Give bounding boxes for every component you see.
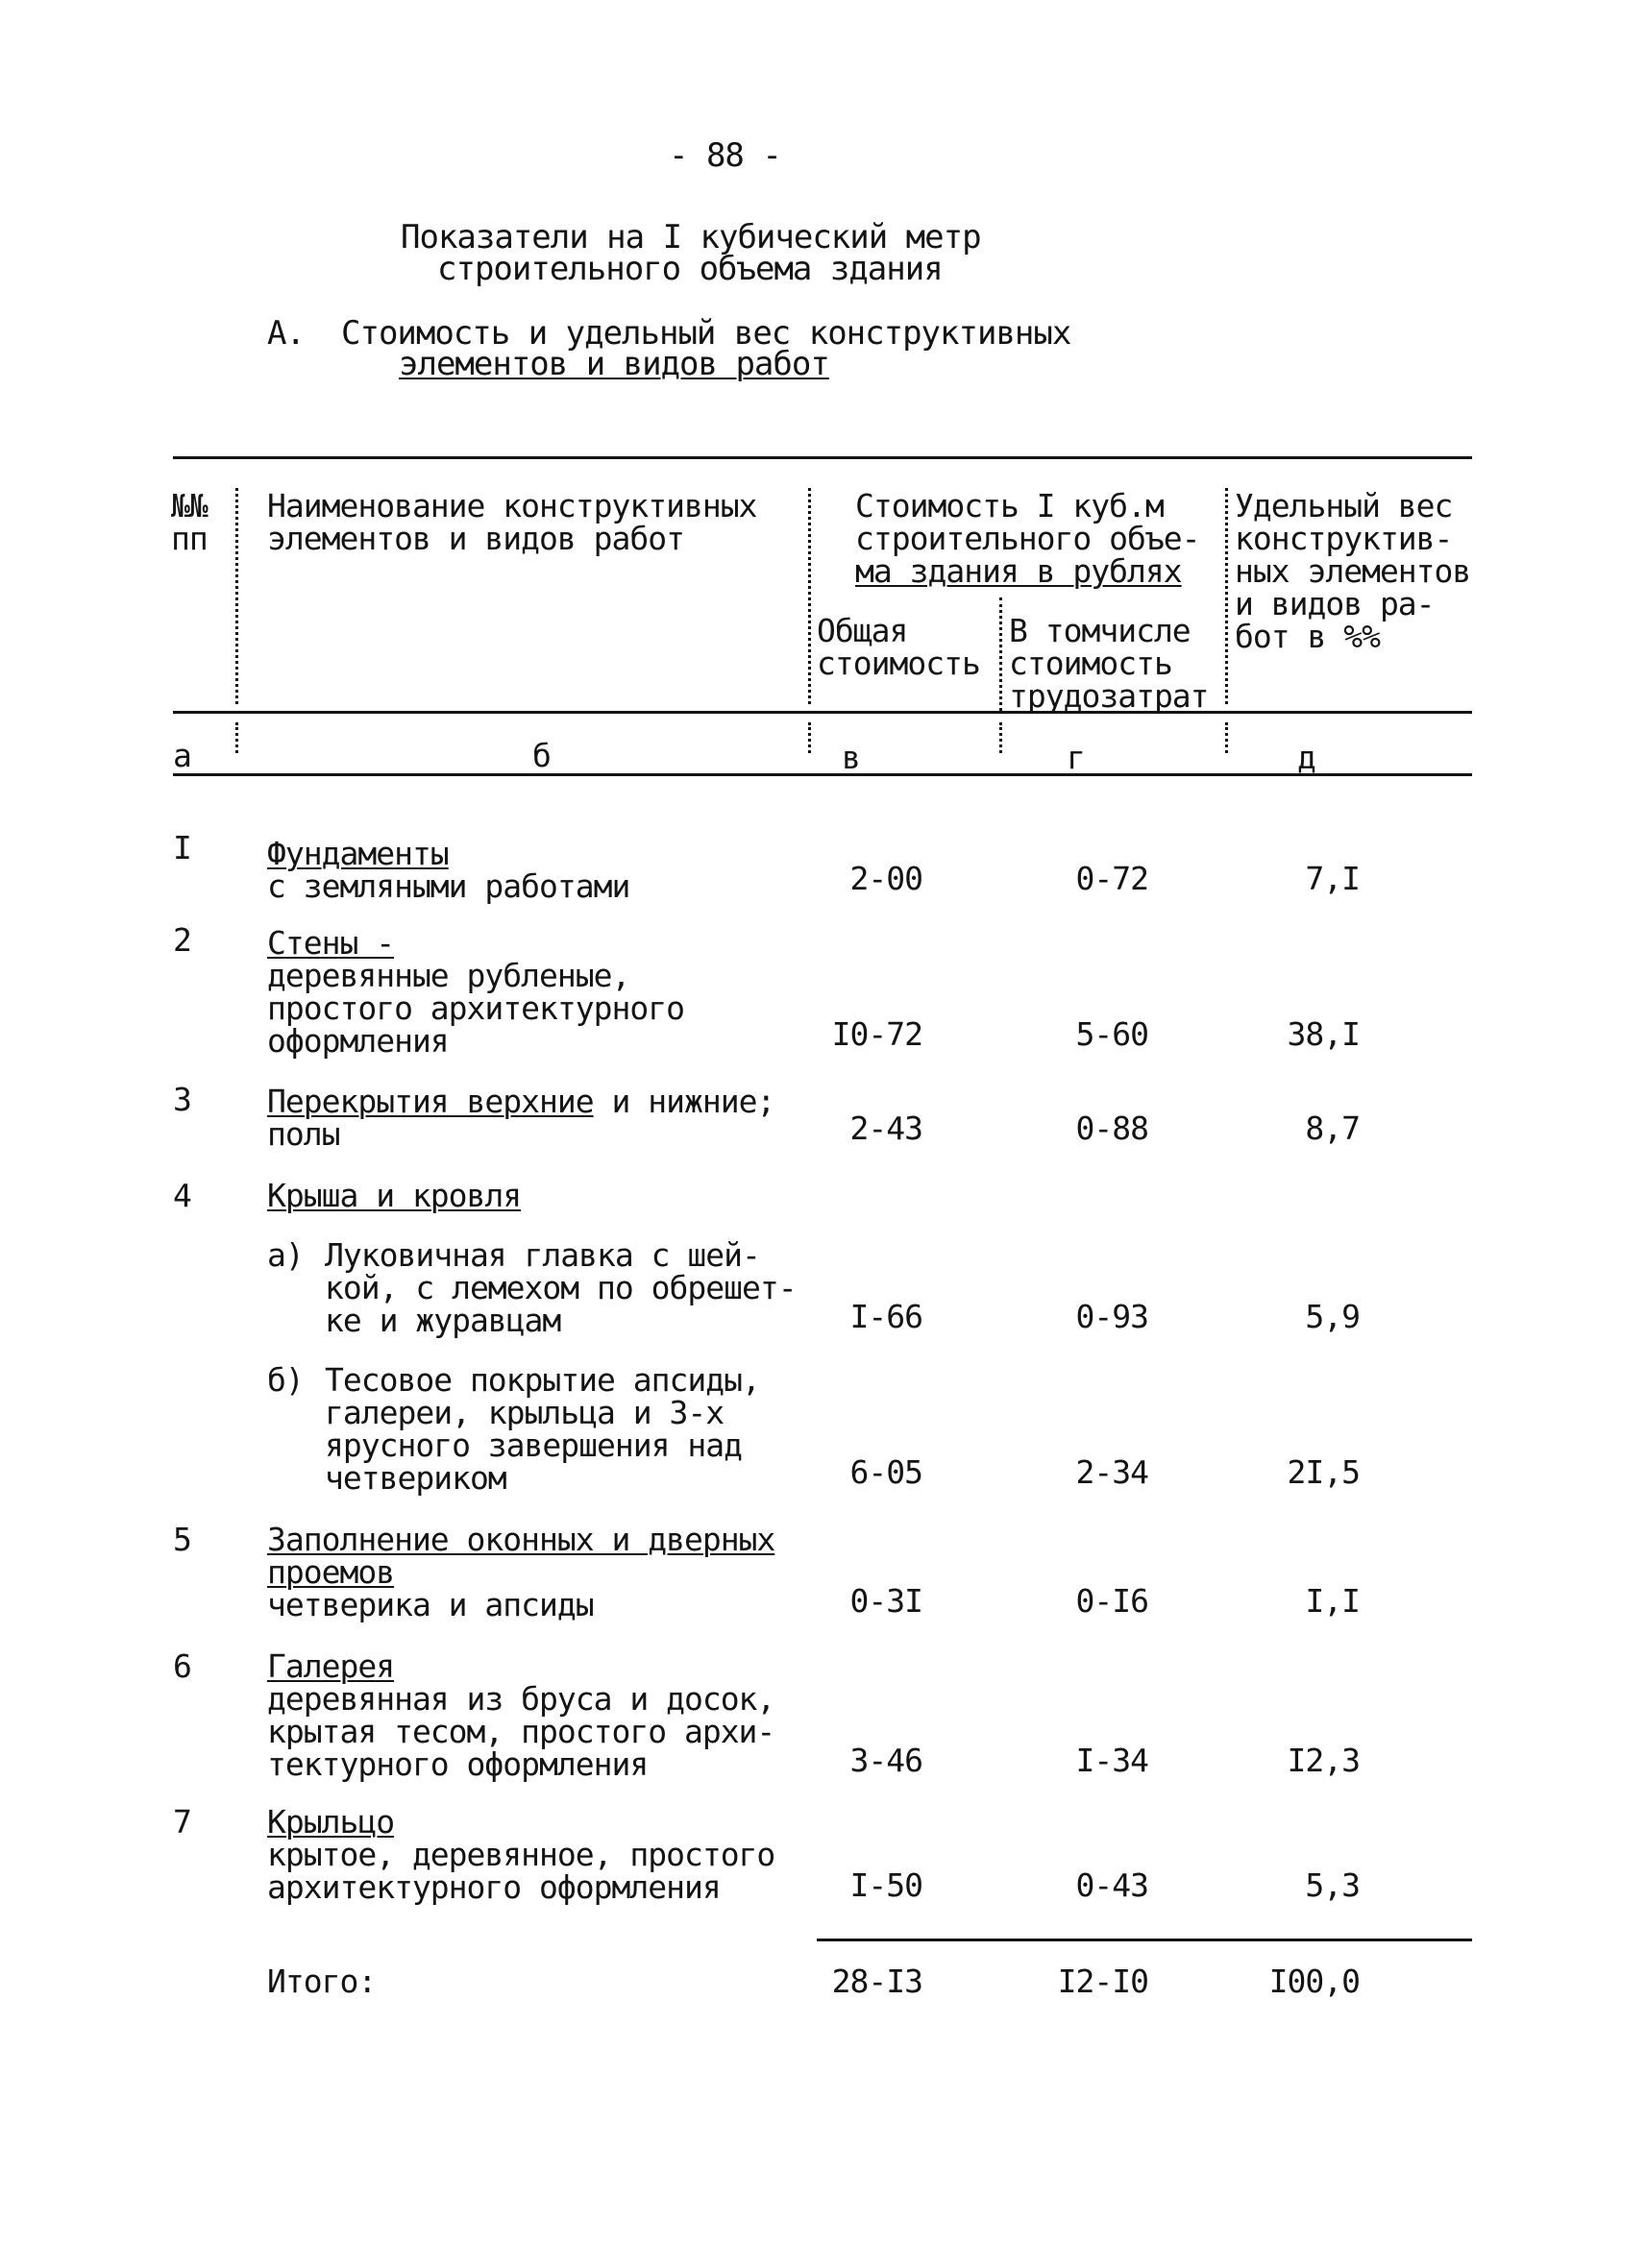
row-5-labor-cost: 0-I6 [1075,1582,1148,1620]
row-1-name: Фундаменты с земляными работами [267,835,630,905]
total-share: I00,0 [1268,1963,1360,2000]
row-4a-name: Луковичная главка с шей- кой, с лемехом по обрешет- ке и журавцам [325,1236,797,1339]
row-2-share: 38,I [1287,1015,1360,1053]
section-title-line-1: Стоимость и удельный вес конструктивных [341,314,1071,353]
row-4b-share: 2I,5 [1287,1453,1360,1491]
row-1-total-cost: 2-00 [849,860,922,897]
row-7-name: Крыльцо крытое, деревянное, простого архитектурного оформления [267,1803,775,1906]
col-separator-4 [1225,488,1228,704]
header-name: Наименование конструктивных элементов и видов работ [267,487,757,557]
row-6-share: I2,3 [1287,1742,1360,1779]
section-label: А. [267,314,305,353]
row-3-number: 3 [173,1081,191,1118]
header-labor-cost: В томчисле стоимость трудозатрат [1009,612,1209,715]
section-title-line-2: элементов и видов работ [399,345,829,383]
col-separator-letters-4 [1225,722,1228,753]
row-4b-labor-cost: 2-34 [1075,1453,1148,1491]
table-top-rule [173,456,1472,459]
total-total-cost: 28-I3 [831,1963,922,2000]
row-6-total-cost: 3-46 [849,1742,922,1779]
col-separator-3 [999,597,1002,711]
row-6-name: Галерея деревянная из бруса и досок, крытая тесом, простого архи- тектурного оформления [267,1647,775,1783]
row-2-name: Стены - деревянные рубленые, простого архитектурного оформления [267,924,684,1060]
row-3-share: 8,7 [1305,1110,1360,1147]
row-5-total-cost: 0-3I [849,1582,922,1620]
row-4b-label: б) [267,1361,304,1399]
header-bottom-rule [173,711,1472,714]
col-letter-g: г [1067,739,1085,776]
row-4a-labor-cost: 0-93 [1075,1298,1148,1335]
total-rule [817,1939,1472,1941]
row-3-labor-cost: 0-88 [1075,1110,1148,1147]
header-cost-group: Стоимость I куб.м строительного объе- ма здания в рублях [855,487,1200,590]
col-separator-2 [808,488,811,704]
row-2-labor-cost: 5-60 [1075,1015,1148,1053]
row-1-share: 7,I [1305,860,1360,897]
row-5-share: I,I [1305,1582,1360,1620]
row-4-number: 4 [173,1177,191,1214]
col-letter-v: в [842,739,860,776]
row-1-number: I [173,829,191,866]
row-4-name: Крыша и кровля [267,1177,522,1214]
row-5-number: 5 [173,1521,191,1558]
row-7-share: 5,3 [1305,1866,1360,1904]
row-3-total-cost: 2-43 [849,1110,922,1147]
row-7-total-cost: I-50 [849,1866,922,1904]
row-5-name: Заполнение оконных и дверных проемов четверика и апсиды [267,1521,775,1623]
col-letter-d: д [1297,739,1315,776]
row-1-labor-cost: 0-72 [1075,860,1148,897]
row-6-number: 6 [173,1647,191,1685]
row-2-number: 2 [173,921,191,959]
col-letter-a: а [173,737,191,774]
column-letters-rule [173,773,1472,776]
row-4a-total-cost: I-66 [849,1298,922,1335]
col-separator-letters-3 [999,722,1002,753]
col-separator-1 [235,488,238,704]
total-label: Итого: [267,1963,377,2000]
row-6-labor-cost: I-34 [1075,1742,1148,1779]
page-title-line-1: Показатели на I кубический метр [401,218,981,256]
row-4b-name: Тесовое покрытие апсиды, галереи, крыльца и 3-х ярусного завершения над четвериком [325,1361,760,1497]
header-total-cost: Общая стоимость [817,612,980,682]
row-4a-share: 5,9 [1305,1298,1360,1335]
header-num: №№ пп [171,487,208,557]
row-4b-total-cost: 6-05 [849,1453,922,1491]
header-share: Удельный вес конструктив- ных элементов и видов ра- бот в %% [1235,487,1471,655]
col-separator-letters-2 [808,722,811,753]
row-7-number: 7 [173,1803,191,1841]
col-letter-b: б [532,737,551,774]
page-title-line-2: строительного объема здания [437,250,943,288]
row-2-total-cost: I0-72 [831,1015,922,1053]
total-labor-cost: I2-I0 [1057,1963,1148,2000]
row-4a-label: а) [267,1236,304,1274]
row-3-name: Перекрытия верхние и нижние; полы [267,1083,775,1153]
col-separator-letters-1 [235,722,238,753]
page-number: - 88 - [669,136,781,175]
row-7-labor-cost: 0-43 [1075,1866,1148,1904]
